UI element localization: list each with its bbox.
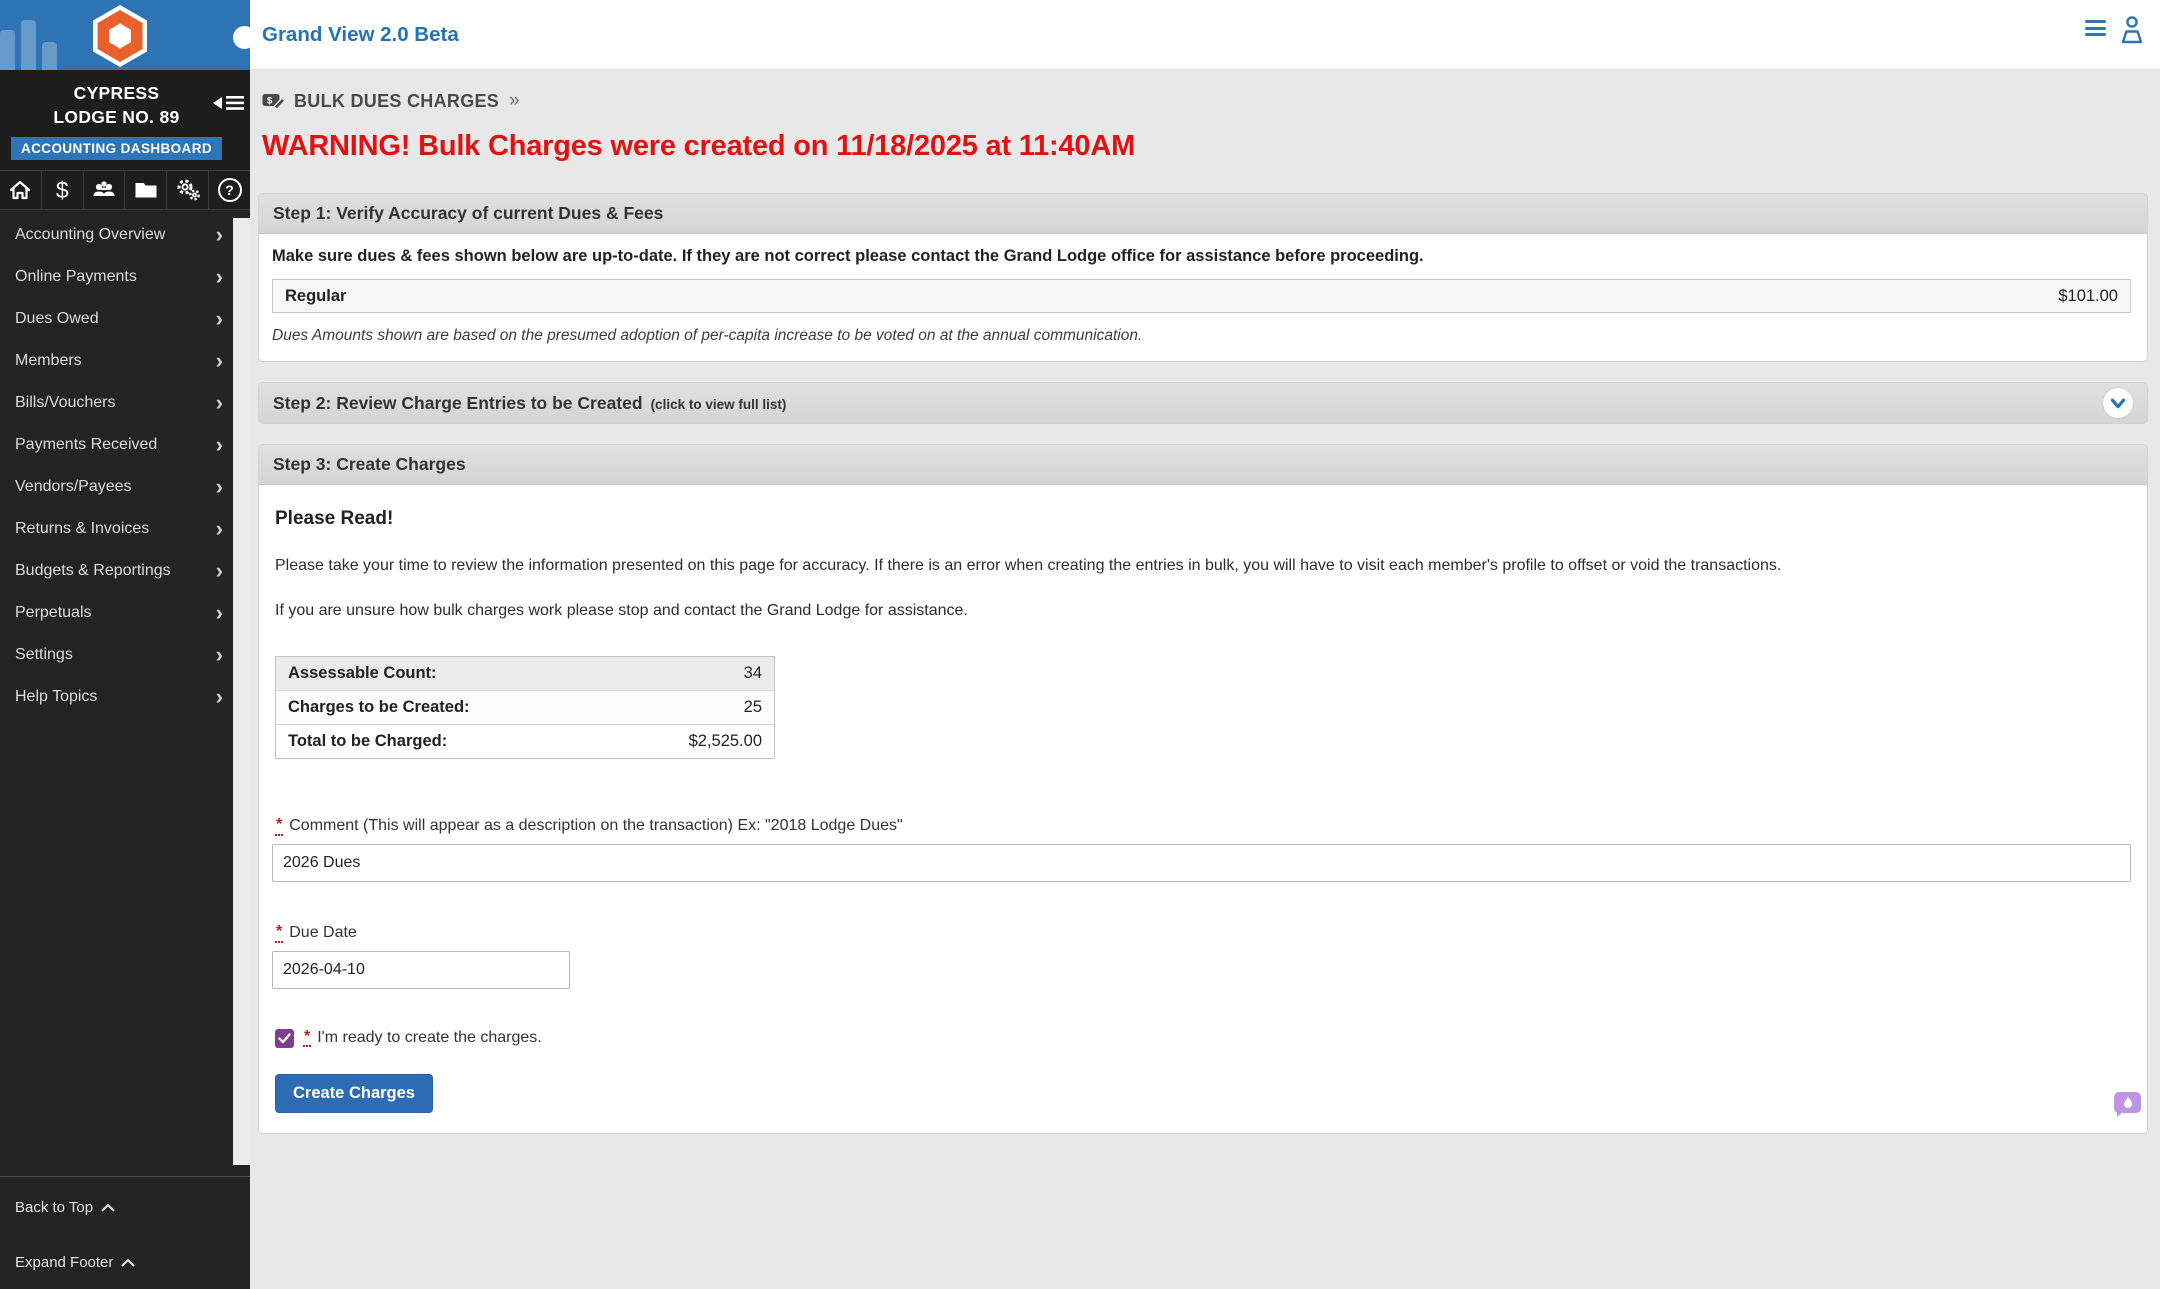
chevron-right-icon: › [215, 516, 223, 542]
user-profile-icon[interactable] [2118, 14, 2146, 46]
sidebar [0, 0, 250, 1289]
required-marker: * [275, 924, 283, 943]
sidebar-menu-item-label: Returns & Invoices [15, 520, 150, 538]
breadcrumb-separator-icon: » [509, 90, 520, 111]
chevron-right-icon: › [215, 642, 223, 668]
summary-row [276, 725, 774, 758]
app-title: Grand View 2.0 Beta [262, 22, 459, 46]
help-icon[interactable]: ? [209, 171, 250, 209]
summary-value: $2,525.00 [688, 732, 762, 750]
chevron-right-icon: › [215, 264, 223, 290]
please-read-heading: Please Read! [275, 508, 394, 529]
unsure-paragraph: If you are unsure how bulk charges work please stop and contact the Grand Lodge for assistance. [275, 602, 968, 619]
sidebar-menu-item[interactable] [0, 298, 233, 340]
sidebar-menu-item-label: Vendors/Payees [15, 478, 132, 496]
sidebar-toolbar [0, 170, 250, 210]
comment-label-text: Comment (This will appear as a description on the transaction) Ex: "2018 Lodge Dues" [289, 817, 903, 834]
sidebar-menu-item[interactable] [0, 592, 233, 634]
sidebar-menu-item-label: Perpetuals [15, 604, 92, 622]
review-paragraph: Please take your time to review the information presented on this page for accuracy. If there is an error when creating the entries in bulk, you will have to visit each member's profile to offset or void the transactions. [275, 557, 1782, 574]
top-header [250, 0, 2160, 70]
step2-header[interactable] [259, 383, 2147, 423]
step3-header [259, 445, 2147, 485]
sidebar-menu-item-label: Settings [15, 646, 73, 664]
charge-summary-table [275, 656, 775, 759]
checkmark-icon [278, 1033, 291, 1044]
header-rounded-notch [233, 26, 256, 49]
due-date-input[interactable] [272, 951, 570, 989]
comment-input[interactable] [272, 844, 2131, 882]
chat-bubble-tail [2117, 1111, 2124, 1117]
step3-body [259, 485, 2147, 1133]
sidebar-scrollbar-track[interactable] [233, 218, 250, 1165]
step1-body [259, 234, 2147, 361]
step1-instruction: Make sure dues & fees shown below are up-to-date. If they are not correct please contact the Grand Lodge office for assistance before proceeding. [272, 247, 1424, 265]
sidebar-menu-item-label: Dues Owed [15, 310, 99, 328]
ready-checkbox[interactable] [275, 1029, 294, 1048]
sidebar-menu-item-label: Members [15, 352, 82, 370]
accounting-dashboard-badge: ACCOUNTING DASHBOARD [11, 137, 222, 160]
ready-checkbox-row [275, 1029, 2131, 1048]
breadcrumb[interactable] [262, 88, 2148, 114]
step2-panel [258, 382, 2148, 424]
sidebar-menu-item-label: Accounting Overview [15, 226, 166, 244]
create-charges-button[interactable]: Create Charges [275, 1074, 433, 1113]
chevron-right-icon: › [215, 222, 223, 248]
members-icon[interactable] [84, 171, 126, 209]
sidebar-menu-item[interactable] [0, 508, 233, 550]
flame-icon [2122, 1096, 2134, 1110]
chevron-right-icon: › [215, 348, 223, 374]
hamburger-menu-icon[interactable] [2085, 14, 2106, 36]
lodge-hexagon-logo-icon [89, 4, 151, 68]
summary-label: Total to be Charged: [288, 732, 448, 750]
step3-panel [258, 444, 2148, 1134]
chevron-down-icon [2107, 392, 2129, 414]
sidebar-collapse-button[interactable] [213, 96, 244, 110]
chevron-right-icon: › [215, 474, 223, 500]
step2-title: Step 2: Review Charge Entries to be Created [273, 392, 643, 413]
bar-chart-decoration [0, 20, 57, 70]
sidebar-menu-item[interactable] [0, 340, 233, 382]
collapse-arrow-icon [213, 97, 222, 109]
page-content [250, 70, 2160, 1289]
chevron-up-icon [101, 1204, 115, 1212]
summary-value: 25 [743, 698, 762, 716]
back-to-top-link[interactable] [0, 1191, 250, 1224]
lodge-name-line2: LODGE NO. 89 [53, 106, 180, 127]
feedback-widget-button[interactable] [2114, 1092, 2141, 1116]
ready-checkbox-label [303, 1029, 542, 1048]
expand-footer-label: Expand Footer [15, 1254, 114, 1271]
dues-fee-row [272, 279, 2131, 313]
sidebar-menu-item[interactable] [0, 382, 233, 424]
menu-bars-icon [226, 96, 244, 110]
summary-value: 34 [743, 664, 762, 682]
required-marker: * [303, 1029, 311, 1048]
summary-row [276, 657, 774, 691]
sidebar-menu-item[interactable] [0, 550, 233, 592]
chevron-right-icon: › [215, 432, 223, 458]
summary-row [276, 691, 774, 725]
home-icon[interactable] [0, 171, 42, 209]
summary-label: Assessable Count: [288, 664, 437, 682]
lodge-header [0, 70, 250, 170]
required-marker: * [275, 817, 283, 836]
sidebar-menu-item-label: Bills/Vouchers [15, 394, 116, 412]
sidebar-menu-item-label: Online Payments [15, 268, 137, 286]
chevron-right-icon: › [215, 390, 223, 416]
step3-title: Step 3: Create Charges [273, 454, 466, 474]
step1-panel [258, 193, 2148, 362]
chevron-up-icon [121, 1259, 135, 1267]
warning-banner: WARNING! Bulk Charges were created on 11/18/2025 at 11:40AM [262, 130, 1136, 162]
folder-icon[interactable] [125, 171, 167, 209]
chevron-right-icon: › [215, 558, 223, 584]
sidebar-menu-item-label: Help Topics [15, 688, 98, 706]
dues-amount: $101.00 [2058, 286, 2118, 305]
chevron-right-icon: › [215, 684, 223, 710]
sidebar-menu-item[interactable] [0, 256, 233, 298]
sidebar-menu-item-label: Payments Received [15, 436, 158, 454]
step1-header [259, 194, 2147, 234]
sidebar-menu-item[interactable] [0, 634, 233, 676]
svg-text:$: $ [267, 95, 273, 107]
step2-hint: (click to view full list) [650, 397, 787, 412]
sidebar-menu-item[interactable] [0, 676, 233, 718]
ready-label-text: I'm ready to create the charges. [317, 1028, 542, 1046]
sidebar-menu [0, 210, 233, 718]
dollar-icon[interactable]: $ [42, 171, 84, 209]
chevron-right-icon: › [215, 600, 223, 626]
step1-title: Step 1: Verify Accuracy of current Dues & Fees [273, 203, 664, 223]
summary-label: Charges to be Created: [288, 698, 470, 716]
settings-gears-icon[interactable] [167, 171, 209, 209]
sidebar-menu-item-label: Budgets & Reportings [15, 562, 171, 580]
dues-type-label: Regular [285, 286, 347, 305]
step2-expand-button[interactable] [2103, 388, 2133, 418]
sidebar-menu-item[interactable] [0, 466, 233, 508]
chevron-right-icon: › [215, 306, 223, 332]
comment-field-label [275, 817, 2131, 836]
lodge-name-line1: CYPRESS [73, 83, 160, 103]
back-to-top-label: Back to Top [15, 1199, 94, 1216]
sidebar-footer [0, 1176, 250, 1289]
step1-note: Dues Amounts shown are based on the presumed adoption of per-capita increase to be voted on at the annual communication. [272, 327, 1143, 344]
sidebar-menu-item[interactable] [0, 424, 233, 466]
breadcrumb-label: BULK DUES CHARGES [294, 90, 500, 111]
sidebar-logo-block [0, 0, 250, 70]
sidebar-menu-item[interactable] [0, 214, 233, 256]
due-date-label-text: Due Date [289, 923, 357, 941]
money-edit-icon [262, 91, 286, 111]
chat-bubble-icon [2114, 1092, 2141, 1113]
main-area [250, 0, 2160, 1289]
expand-footer-link[interactable] [0, 1246, 250, 1279]
due-date-field-label [275, 924, 2131, 943]
